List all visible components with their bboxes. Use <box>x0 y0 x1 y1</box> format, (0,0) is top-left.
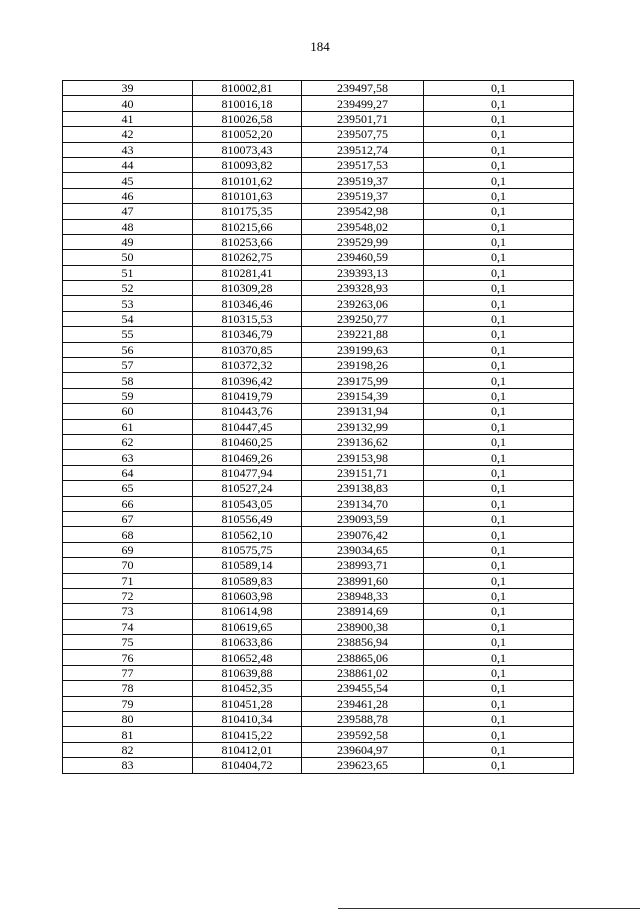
x-coordinate-cell: 810410,34 <box>193 712 302 727</box>
x-coordinate-cell: 810639,88 <box>193 665 302 680</box>
accuracy-cell: 0,1 <box>424 142 574 157</box>
x-coordinate-cell: 810412,01 <box>193 742 302 757</box>
table-row <box>63 450 574 465</box>
y-coordinate-cell: 239131,94 <box>302 404 424 419</box>
accuracy-cell: 0,1 <box>424 619 574 634</box>
y-coordinate-cell: 239199,63 <box>302 342 424 357</box>
accuracy-cell: 0,1 <box>424 450 574 465</box>
y-coordinate-cell: 239221,88 <box>302 327 424 342</box>
x-coordinate-cell: 810562,10 <box>193 527 302 542</box>
table-row <box>63 127 574 142</box>
y-coordinate-cell: 239461,28 <box>302 696 424 711</box>
point-number-cell: 78 <box>63 681 193 696</box>
x-coordinate-cell: 810452,35 <box>193 681 302 696</box>
accuracy-cell: 0,1 <box>424 604 574 619</box>
table-row <box>63 188 574 203</box>
y-coordinate-cell: 238993,71 <box>302 558 424 573</box>
y-coordinate-cell: 238991,60 <box>302 573 424 588</box>
y-coordinate-cell: 239623,65 <box>302 758 424 773</box>
x-coordinate-cell: 810451,28 <box>193 696 302 711</box>
accuracy-cell: 0,1 <box>424 712 574 727</box>
point-number-cell: 81 <box>63 727 193 742</box>
y-coordinate-cell: 239198,26 <box>302 358 424 373</box>
table-row <box>63 265 574 280</box>
page-number: 184 <box>310 39 330 54</box>
point-number-cell: 61 <box>63 419 193 434</box>
accuracy-cell: 0,1 <box>424 311 574 326</box>
point-number-cell: 72 <box>63 588 193 603</box>
y-coordinate-cell: 239460,59 <box>302 250 424 265</box>
accuracy-cell: 0,1 <box>424 265 574 280</box>
y-coordinate-cell: 239076,42 <box>302 527 424 542</box>
table-row <box>63 573 574 588</box>
y-coordinate-cell: 239393,13 <box>302 265 424 280</box>
accuracy-cell: 0,1 <box>424 650 574 665</box>
table-row <box>63 511 574 526</box>
table-row <box>63 588 574 603</box>
table-row <box>63 481 574 496</box>
point-number-cell: 52 <box>63 281 193 296</box>
y-coordinate-cell: 238914,69 <box>302 604 424 619</box>
table-row <box>63 742 574 757</box>
x-coordinate-cell: 810543,05 <box>193 496 302 511</box>
accuracy-cell: 0,1 <box>424 696 574 711</box>
x-coordinate-cell: 810262,75 <box>193 250 302 265</box>
table-row <box>63 542 574 557</box>
x-coordinate-cell: 810619,65 <box>193 619 302 634</box>
table-row <box>63 157 574 172</box>
y-coordinate-cell: 239263,06 <box>302 296 424 311</box>
y-coordinate-cell: 239328,93 <box>302 281 424 296</box>
table-row <box>63 142 574 157</box>
table-row <box>63 758 574 773</box>
table-row <box>63 81 574 96</box>
x-coordinate-cell: 810281,41 <box>193 265 302 280</box>
accuracy-cell: 0,1 <box>424 388 574 403</box>
y-coordinate-cell: 239517,53 <box>302 157 424 172</box>
table-row <box>63 635 574 650</box>
y-coordinate-cell: 238865,06 <box>302 650 424 665</box>
x-coordinate-cell: 810346,46 <box>193 296 302 311</box>
table-row <box>63 604 574 619</box>
accuracy-cell: 0,1 <box>424 511 574 526</box>
y-coordinate-cell: 238948,33 <box>302 588 424 603</box>
y-coordinate-cell: 239250,77 <box>302 311 424 326</box>
point-number-cell: 83 <box>63 758 193 773</box>
x-coordinate-cell: 810101,62 <box>193 173 302 188</box>
point-number-cell: 74 <box>63 619 193 634</box>
x-coordinate-cell: 810447,45 <box>193 419 302 434</box>
point-number-cell: 73 <box>63 604 193 619</box>
x-coordinate-cell: 810419,79 <box>193 388 302 403</box>
table-row <box>63 727 574 742</box>
x-coordinate-cell: 810614,98 <box>193 604 302 619</box>
table-row <box>63 665 574 680</box>
y-coordinate-cell: 239034,65 <box>302 542 424 557</box>
y-coordinate-cell: 239455,54 <box>302 681 424 696</box>
accuracy-cell: 0,1 <box>424 434 574 449</box>
point-number-cell: 49 <box>63 234 193 249</box>
accuracy-cell: 0,1 <box>424 188 574 203</box>
x-coordinate-cell: 810477,94 <box>193 465 302 480</box>
point-number-cell: 68 <box>63 527 193 542</box>
point-number-cell: 75 <box>63 635 193 650</box>
point-number-cell: 45 <box>63 173 193 188</box>
x-coordinate-cell: 810016,18 <box>193 96 302 111</box>
y-coordinate-cell: 239154,39 <box>302 388 424 403</box>
accuracy-cell: 0,1 <box>424 758 574 773</box>
table-row <box>63 496 574 511</box>
point-number-cell: 41 <box>63 111 193 126</box>
table-row <box>63 342 574 357</box>
x-coordinate-cell: 810589,83 <box>193 573 302 588</box>
accuracy-cell: 0,1 <box>424 127 574 142</box>
table-row <box>63 296 574 311</box>
x-coordinate-cell: 810002,81 <box>193 81 302 96</box>
point-number-cell: 60 <box>63 404 193 419</box>
point-number-cell: 70 <box>63 558 193 573</box>
accuracy-cell: 0,1 <box>424 219 574 234</box>
point-number-cell: 79 <box>63 696 193 711</box>
x-coordinate-cell: 810346,79 <box>193 327 302 342</box>
x-coordinate-cell: 810589,14 <box>193 558 302 573</box>
x-coordinate-cell: 810215,66 <box>193 219 302 234</box>
accuracy-cell: 0,1 <box>424 635 574 650</box>
accuracy-cell: 0,1 <box>424 342 574 357</box>
accuracy-cell: 0,1 <box>424 173 574 188</box>
point-number-cell: 42 <box>63 127 193 142</box>
y-coordinate-cell: 239151,71 <box>302 465 424 480</box>
y-coordinate-cell: 239529,99 <box>302 234 424 249</box>
table-row <box>63 650 574 665</box>
point-number-cell: 65 <box>63 481 193 496</box>
x-coordinate-cell: 810175,35 <box>193 204 302 219</box>
table-row <box>63 358 574 373</box>
point-number-cell: 44 <box>63 157 193 172</box>
y-coordinate-cell: 239519,37 <box>302 173 424 188</box>
accuracy-cell: 0,1 <box>424 465 574 480</box>
accuracy-cell: 0,1 <box>424 727 574 742</box>
accuracy-cell: 0,1 <box>424 281 574 296</box>
y-coordinate-cell: 238900,38 <box>302 619 424 634</box>
x-coordinate-cell: 810073,43 <box>193 142 302 157</box>
x-coordinate-cell: 810093,82 <box>193 157 302 172</box>
table-row <box>63 419 574 434</box>
point-number-cell: 71 <box>63 573 193 588</box>
point-number-cell: 54 <box>63 311 193 326</box>
accuracy-cell: 0,1 <box>424 558 574 573</box>
y-coordinate-cell: 239507,75 <box>302 127 424 142</box>
y-coordinate-cell: 239132,99 <box>302 419 424 434</box>
accuracy-cell: 0,1 <box>424 96 574 111</box>
y-coordinate-cell: 239548,02 <box>302 219 424 234</box>
table-row <box>63 619 574 634</box>
accuracy-cell: 0,1 <box>424 296 574 311</box>
x-coordinate-cell: 810443,76 <box>193 404 302 419</box>
x-coordinate-cell: 810460,25 <box>193 434 302 449</box>
accuracy-cell: 0,1 <box>424 573 574 588</box>
x-coordinate-cell: 810633,86 <box>193 635 302 650</box>
table-row <box>63 434 574 449</box>
point-number-cell: 58 <box>63 373 193 388</box>
point-number-cell: 63 <box>63 450 193 465</box>
x-coordinate-cell: 810575,75 <box>193 542 302 557</box>
x-coordinate-cell: 810415,22 <box>193 727 302 742</box>
accuracy-cell: 0,1 <box>424 419 574 434</box>
y-coordinate-cell: 239592,58 <box>302 727 424 742</box>
y-coordinate-cell: 239093,59 <box>302 511 424 526</box>
y-coordinate-cell: 239175,99 <box>302 373 424 388</box>
point-number-cell: 77 <box>63 665 193 680</box>
x-coordinate-cell: 810396,42 <box>193 373 302 388</box>
point-number-cell: 53 <box>63 296 193 311</box>
accuracy-cell: 0,1 <box>424 111 574 126</box>
table-row <box>63 373 574 388</box>
x-coordinate-cell: 810026,58 <box>193 111 302 126</box>
point-number-cell: 57 <box>63 358 193 373</box>
accuracy-cell: 0,1 <box>424 81 574 96</box>
x-coordinate-cell: 810372,32 <box>193 358 302 373</box>
coordinates-table <box>62 80 574 774</box>
x-coordinate-cell: 810603,98 <box>193 588 302 603</box>
accuracy-cell: 0,1 <box>424 250 574 265</box>
accuracy-cell: 0,1 <box>424 481 574 496</box>
accuracy-cell: 0,1 <box>424 157 574 172</box>
accuracy-cell: 0,1 <box>424 681 574 696</box>
table-row <box>63 327 574 342</box>
point-number-cell: 40 <box>63 96 193 111</box>
table-row <box>63 696 574 711</box>
table-row <box>63 250 574 265</box>
table-row <box>63 681 574 696</box>
accuracy-cell: 0,1 <box>424 665 574 680</box>
point-number-cell: 50 <box>63 250 193 265</box>
point-number-cell: 55 <box>63 327 193 342</box>
accuracy-cell: 0,1 <box>424 358 574 373</box>
table-row <box>63 96 574 111</box>
x-coordinate-cell: 810652,48 <box>193 650 302 665</box>
point-number-cell: 46 <box>63 188 193 203</box>
y-coordinate-cell: 239134,70 <box>302 496 424 511</box>
table-row <box>63 111 574 126</box>
x-coordinate-cell: 810404,72 <box>193 758 302 773</box>
point-number-cell: 66 <box>63 496 193 511</box>
y-coordinate-cell: 239153,98 <box>302 450 424 465</box>
point-number-cell: 48 <box>63 219 193 234</box>
accuracy-cell: 0,1 <box>424 404 574 419</box>
x-coordinate-cell: 810253,66 <box>193 234 302 249</box>
table-row <box>63 465 574 480</box>
table-row <box>63 558 574 573</box>
table-row <box>63 527 574 542</box>
y-coordinate-cell: 239604,97 <box>302 742 424 757</box>
accuracy-cell: 0,1 <box>424 234 574 249</box>
table-row <box>63 219 574 234</box>
x-coordinate-cell: 810370,85 <box>193 342 302 357</box>
coordinates-table-body <box>63 81 574 774</box>
accuracy-cell: 0,1 <box>424 327 574 342</box>
x-coordinate-cell: 810527,24 <box>193 481 302 496</box>
table-row <box>63 712 574 727</box>
bottom-rule <box>338 908 640 909</box>
accuracy-cell: 0,1 <box>424 204 574 219</box>
y-coordinate-cell: 239512,74 <box>302 142 424 157</box>
x-coordinate-cell: 810469,26 <box>193 450 302 465</box>
y-coordinate-cell: 239519,37 <box>302 188 424 203</box>
point-number-cell: 51 <box>63 265 193 280</box>
point-number-cell: 56 <box>63 342 193 357</box>
y-coordinate-cell: 238856,94 <box>302 635 424 650</box>
accuracy-cell: 0,1 <box>424 373 574 388</box>
accuracy-cell: 0,1 <box>424 527 574 542</box>
table-row <box>63 281 574 296</box>
y-coordinate-cell: 239588,78 <box>302 712 424 727</box>
y-coordinate-cell: 239136,62 <box>302 434 424 449</box>
point-number-cell: 62 <box>63 434 193 449</box>
point-number-cell: 82 <box>63 742 193 757</box>
table-row <box>63 173 574 188</box>
accuracy-cell: 0,1 <box>424 496 574 511</box>
point-number-cell: 39 <box>63 81 193 96</box>
y-coordinate-cell: 239501,71 <box>302 111 424 126</box>
point-number-cell: 76 <box>63 650 193 665</box>
y-coordinate-cell: 238861,02 <box>302 665 424 680</box>
point-number-cell: 43 <box>63 142 193 157</box>
accuracy-cell: 0,1 <box>424 742 574 757</box>
point-number-cell: 67 <box>63 511 193 526</box>
y-coordinate-cell: 239542,98 <box>302 204 424 219</box>
table-row <box>63 311 574 326</box>
table-row <box>63 234 574 249</box>
x-coordinate-cell: 810556,49 <box>193 511 302 526</box>
x-coordinate-cell: 810052,20 <box>193 127 302 142</box>
x-coordinate-cell: 810101,63 <box>193 188 302 203</box>
point-number-cell: 69 <box>63 542 193 557</box>
y-coordinate-cell: 239499,27 <box>302 96 424 111</box>
table-row <box>63 204 574 219</box>
x-coordinate-cell: 810309,28 <box>193 281 302 296</box>
point-number-cell: 59 <box>63 388 193 403</box>
accuracy-cell: 0,1 <box>424 542 574 557</box>
x-coordinate-cell: 810315,53 <box>193 311 302 326</box>
y-coordinate-cell: 239497,58 <box>302 81 424 96</box>
accuracy-cell: 0,1 <box>424 588 574 603</box>
point-number-cell: 80 <box>63 712 193 727</box>
point-number-cell: 64 <box>63 465 193 480</box>
table-row <box>63 388 574 403</box>
y-coordinate-cell: 239138,83 <box>302 481 424 496</box>
point-number-cell: 47 <box>63 204 193 219</box>
table-row <box>63 404 574 419</box>
